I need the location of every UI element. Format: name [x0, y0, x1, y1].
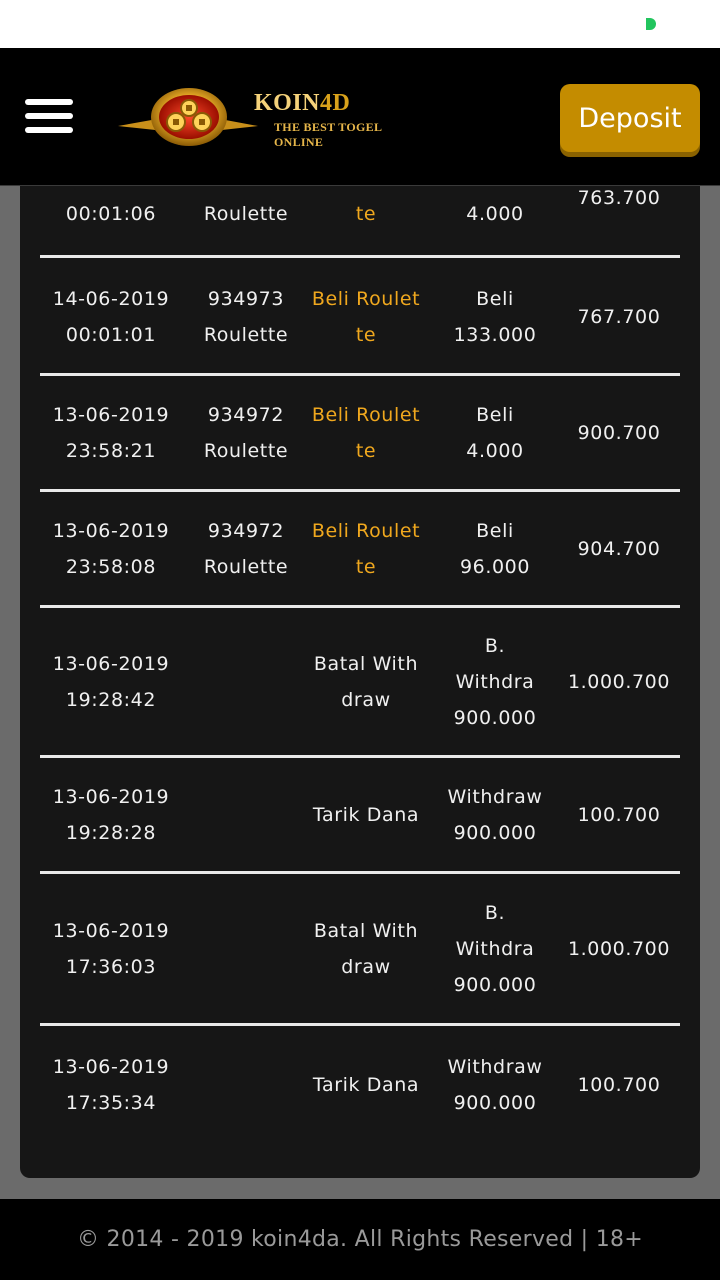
row-amount: Beli 4.000 [466, 403, 524, 462]
row-balance: 900.700 [577, 421, 661, 444]
row-amount: Beli 96.000 [459, 519, 531, 578]
row-balance: 100.700 [577, 803, 661, 826]
copyright-text: © 2014 - 2019 koin4da. All Rights Reserved | 18+ [76, 1227, 644, 1252]
row-balance: 100.700 [577, 1074, 661, 1096]
table-row [40, 758, 680, 874]
hamburger-menu-icon[interactable] [25, 99, 73, 133]
table-row [40, 376, 680, 492]
row-datetime: 13-06-2019 19:28:42 [52, 652, 170, 711]
row-game-number [182, 758, 310, 871]
row-amount: Withdraw 900.000 [447, 1056, 543, 1114]
table-row [40, 492, 680, 608]
row-balance: 767.700 [577, 305, 661, 328]
row-description: Batal With draw [313, 652, 419, 711]
row-description: Beli Roulet te [311, 287, 421, 346]
row-game-number: 934973 Roulette [203, 287, 289, 346]
row-description: Beli Roulet te [311, 519, 421, 578]
row-datetime: 00:01:06 [65, 202, 157, 225]
logo-tagline: THE BEST TOGEL ONLINE [274, 120, 382, 149]
row-datetime: 13-06-2019 23:58:21 [52, 403, 170, 462]
row-balance: 763.700 [577, 186, 661, 209]
deposit-button[interactable]: Deposit [560, 84, 700, 152]
row-description: te [355, 202, 377, 225]
row-game-number: 934972 Roulette [203, 519, 289, 578]
row-amount: B. Withdra 900.000 [453, 901, 537, 996]
row-game-number: Roulette [203, 202, 289, 225]
site-header [0, 48, 720, 186]
row-game-number [182, 874, 310, 1023]
row-description: Batal With draw [313, 919, 419, 978]
row-game-number [182, 608, 310, 755]
row-balance: 904.700 [577, 537, 661, 560]
coin-emblem-icon [114, 86, 264, 148]
row-description: Tarik Dana [312, 803, 420, 826]
logo-wordmark: KOIN4D [254, 90, 351, 116]
koin4d-logo[interactable] [114, 86, 410, 148]
row-game-number: 934972 Roulette [203, 403, 289, 462]
table-row [40, 874, 680, 1026]
row-amount: Withdraw 900.000 [447, 785, 543, 844]
row-balance: 1.000.700 [567, 670, 671, 693]
table-row [40, 608, 680, 758]
row-amount: B. Withdra 900.000 [453, 634, 537, 729]
row-datetime: 13-06-2019 17:36:03 [52, 919, 170, 978]
row-amount: Beli 133.000 [453, 287, 537, 346]
row-balance: 1.000.700 [567, 937, 671, 960]
row-amount: 4.000 [466, 202, 524, 225]
row-datetime: 13-06-2019 19:28:28 [52, 785, 170, 844]
transaction-history-panel [20, 150, 700, 1178]
row-datetime: 13-06-2019 23:58:08 [52, 519, 170, 578]
row-description: Tarik Dana [312, 1074, 420, 1096]
table-row [40, 1026, 680, 1144]
row-datetime: 14-06-2019 00:01:01 [52, 287, 170, 346]
status-bar [0, 0, 720, 48]
row-datetime: 13-06-2019 17:35:34 [52, 1056, 170, 1114]
row-description: Beli Roulet te [311, 403, 421, 462]
site-footer [0, 1199, 720, 1280]
row-game-number [182, 1026, 310, 1144]
table-row [40, 260, 680, 376]
status-indicator-icon [646, 18, 656, 30]
